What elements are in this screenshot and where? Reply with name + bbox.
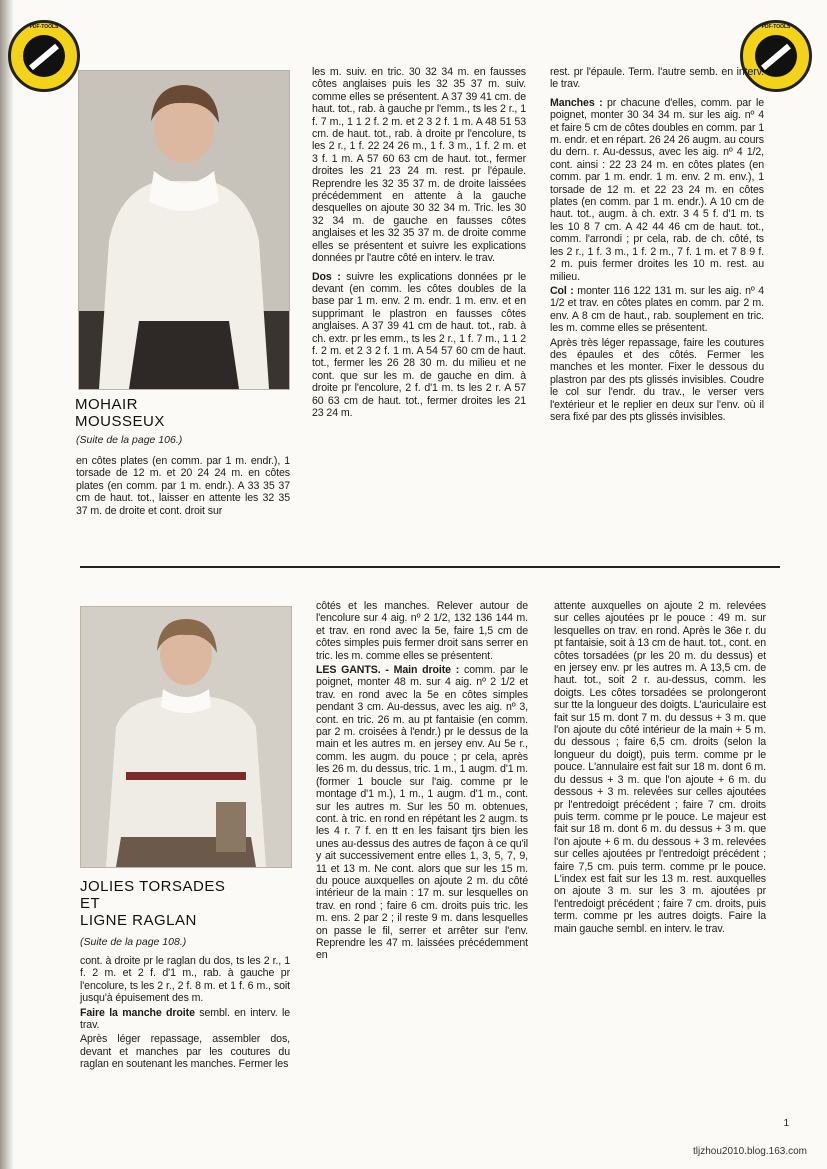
article1-subtitle: (Suite de la page 106.) xyxy=(76,434,183,446)
section-divider xyxy=(80,566,780,568)
footer-url[interactable]: tljzhou2010.blog.163.com xyxy=(693,1146,807,1157)
page-number: 1 xyxy=(783,1118,789,1129)
paragraph xyxy=(80,1007,290,1032)
article1-col3 xyxy=(550,66,764,425)
title-line: JOLIES TORSADES xyxy=(80,878,226,895)
paragraph-body: pr chacune d'elles, comm. par le poignet, monter 30 34 34 m. sur les aig. nº 4 et faire 5 cm de côtes doubles en comm. par 1 m. endr. et en répart. 26 24 26 augm. au cours du dern. r. Au-dessus, avec les aig. nº 4 1/2, cont. ainsi : 22 23 24 m. en côtes plates (en comm. par 1 m. endr. 1 m. env. 2 m. env.), 1 torsade de 12 m. et 22 23 24 m. en côtes plates (en comm. par 1 m. endr.). A 10 cm de haut. tot., augm. à ch. extr. 3 4 5 f. d'1 m. ts les 10 8 7 cm. A 42 44 46 cm de haut. tot., comm. l'arrondi ; pr cela, rab. de ch. côté, ts les 2 r., 1 f. 3 m., 1 f. 2 m., 7 f. 1 m. et 7 8 9 f. 2 m. puis fermer droites les 10 m. rest. au milieu. xyxy=(550,96,764,283)
section-heading: Manches : xyxy=(550,96,603,109)
page-spine-shadow xyxy=(0,0,14,1169)
paragraph-body: monter 116 122 131 m. sur les aig. nº 4 1/2 et trav. en côtes plates en comm. par 2 m. env. A 8 cm de haut., rab. souplement en tric. les m. comme elles se présentent. xyxy=(550,284,764,335)
section-heading: Dos : xyxy=(312,270,341,283)
paragraph: attente auxquelles on ajoute 2 m. relevées sur celles ajoutées pr le pouce : 49 m. sur lesquelles on trav. en rond. Après le 36e r. du pt fantaisie, soit à 13 cm de haut. tot., cont. en côtes torsadées (pr les 20 m. du dessus) et en jersey env. pr les autres m. A 13,5 cm. de haut. tot., soit 2 r. au-dessus, comm. les doigts. Les côtes torsadées se prolongeront sur tte la longueur des doigts. L'auriculaire est fait sur 15 m. dont 7 m. du dessus + 3 m. que l'on ajoute du côté intérieur de la main + 5 m. du dessous ; faire 6,5 cm. droits (selon la longueur du doigt), puis term. comme pr le pouce. L'annulaire est fait sur 18 m. dont 6 m. du dessus + 3 m. que l'on ajoute + 6 m. du dessous + 3 m. relevées sur celles ajoutées pr l'entredoigt précédent ; faire 7 cm. droits puis term. comme pr le pouce. Le majeur est fait sur 18 m. dont 6 m. du dessus + 3 m. que l'on ajoute + 6 m. du dessous + 3 m. relevées sur celles ajoutées pr l'entredoigt précédent ; faire 7,5 cm. puis term. comme pr le pouce. L'index est fait sur les 13 m. rest. auxquelles on ajoute 3 m. sur les 3 m. ajoutées pr l'entredoigt précédent ; faire 7 cm. droits, puis term. comme pr les autres doigts. Faire la main gauche sembl. en interv. le trav. xyxy=(554,600,766,935)
paragraph: les m. suiv. en tric. 30 32 34 m. en fausses côtes anglaises puis les 32 35 37 m. suiv. comme elles se présentent. A 37 39 41 cm. de haut. tot., rab. à gauche pr l'emm., ts les 2 r., 1 f. 7 m., 1 1 2 f. 2 m. et 2 3 2 f. 1 m. A 48 51 53 cm. de haut. tot., rab. à droite pr l'encolure, ts les 2 r., 1 f. 22 24 26 m., 1 f. 3 m., 1 f. 2 m. et 3 f. 1 m. A 57 60 63 cm de haut. tot., fermer droites les 21 23 24 m. rest. pr l'épaule. Reprendre les 32 35 37 m. de droite laissées précédemment en attente à la gauche desquelles on ajoute 30 32 34 m. Tric. les 30 32 34 m. de gauche en fausses côtes anglaises et les 32 35 37 m. de droite comme elles se présentent et suivre les explications données pr l'autre côté en interv. le trav. xyxy=(312,66,526,265)
title-line: MOHAIR xyxy=(75,396,138,413)
paragraph: Après léger repassage, assembler dos, devant et manches par les coutures du raglan en soutenant les manches. Fermer les xyxy=(80,1033,290,1071)
paragraph-body: sembl. en interv. le trav. xyxy=(80,1006,291,1032)
article2-col1 xyxy=(80,955,290,1073)
paragraph-body: comm. par le poignet, monter 48 m. sur 4 aig. nº 2 1/2 et trav. en rond avec la 5e en côtes simples pendant 3 cm. Au-dessus, avec les aig. nº 3, cont. en tric. 26 m. au pt fantaisie (en comm. par 2 m. croisées à l'endr.) pr le dessus de la main et les autres m. en jersey env. Au 5e r., comm. les augm. du pouce ; pr cela, après les 26 m. du dessus, tric. 1 m., 1 augm. d'1 m. (former 1 boucle sur l'aig. comme pr le montage d'1 m.), 1 m., 1 augm. d'1 m., cont. sur les autres m. Sur les 50 m. obtenues, cont. à tric. en rond en répétant les 2 augm. ts les 4 r. 7 f. en tt en les faisant tjrs bien les unes au-dessus des autres de façon à ce qu'il y ait successivement entre elles 1, 3, 5, 7, 9, 11 et 13 m. Ne cont. alors que sur les 15 m. du pouce auxquelles on ajoute 2 m. du côté intérieur de la main : 17 m. sur lesquelles on trav. en rond ; faire 6 cm. droits puis tric. les m. ens. 2 par 2 ; il reste 9 m. dans lesquelles on passe le fil, serrer et arrêter sur l'env. Reprendre les 47 m. laissées précédemment en xyxy=(316,664,529,962)
paragraph xyxy=(550,285,764,335)
badge-label: PDF-TOOLS xyxy=(29,24,59,30)
title-line: LIGNE RAGLAN xyxy=(80,912,197,929)
article2-col3 xyxy=(554,600,766,937)
badge-label: PDF-TOOLS xyxy=(761,24,791,30)
paragraph: rest. pr l'épaule. Term. l'autre semb. en interv. le trav. xyxy=(550,66,764,91)
bold-phrase: Faire la manche droite xyxy=(80,1006,195,1019)
paragraph xyxy=(316,664,528,962)
article1-col1 xyxy=(76,455,290,519)
mohair-sweater-photo xyxy=(78,70,290,390)
paragraph: côtés et les manches. Relever autour de l'encolure sur 4 aig. nº 2 1/2, 132 136 144 m. et trav. en rond avec la 5e, faire 1,5 cm de côtes simples puis fermer droit sans serrer en tric. les m. comme elles se présentent. xyxy=(316,600,528,662)
article2-subtitle: (Suite de la page 108.) xyxy=(80,936,187,948)
section-heading: Col : xyxy=(550,284,574,297)
pdf-tools-badge-left[interactable] xyxy=(8,20,80,92)
paragraph: Après très léger repassage, faire les coutures des épaules et des côtés. Fermer les manches et les monter. Fixer le dessous du plastron par des pts glissés invisibles. Coudre le col sur l'endr. du trav., le verser vers l'extérieur et le replier en deux sur l'env. où il sera fixé par des pts glissés invisibles. xyxy=(550,336,764,423)
section-heading: LES GANTS. - Main droite : xyxy=(316,664,460,677)
paragraph: en côtes plates (en comm. par 1 m. endr.), 1 torsade de 12 m. et 20 24 24 m. en côtes plates (en comm. par 1 m. endr.). A 33 35 37 cm de haut. tot., laisser en attente les 32 35 37 m. de droite et cont. droit sur xyxy=(76,455,290,517)
paragraph-body: suivre les explications données pr le devant (en comm. les côtes doubles de la base par 1 m. env. 2 m. endr. 1 m. env. et en supprimant le plastron en fausses côtes anglaises. A 37 39 41 cm de haut. tot., rab. à ch. extr. pr les emm., ts les 2 r., 1 f. 7 m., 1 1 2 f. 2 m. et 2 3 2 f. 1 m. A 54 57 60 cm de haut. tot., fermer les 26 28 30 m. du milieu et ne cont. que sur les m. de gauche en dim. à droite pr l'encolure, 2 f. d'1 m. ts les 2 r. A 57 60 63 cm de haut. tot., fermer droites les 21 23 24 m. xyxy=(312,270,526,419)
article1-col2 xyxy=(312,66,526,421)
article2-col2 xyxy=(316,600,528,964)
article2-title xyxy=(80,878,225,929)
cable-sweater-photo xyxy=(80,606,292,868)
article1-title xyxy=(75,396,165,430)
paragraph xyxy=(550,97,764,283)
paragraph: cont. à droite pr le raglan du dos, ts les 2 r., 1 f. 2 m. et 2 f. d'1 m., rab. à gauche pr l'encolure, ts les 2 r., 2 f. 8 m. et 1 f. 6 m., soit jusqu'à épuisement des m. xyxy=(80,955,290,1005)
paragraph xyxy=(312,271,526,420)
title-line: MOUSSEUX xyxy=(75,413,165,430)
title-line: ET xyxy=(80,895,101,912)
